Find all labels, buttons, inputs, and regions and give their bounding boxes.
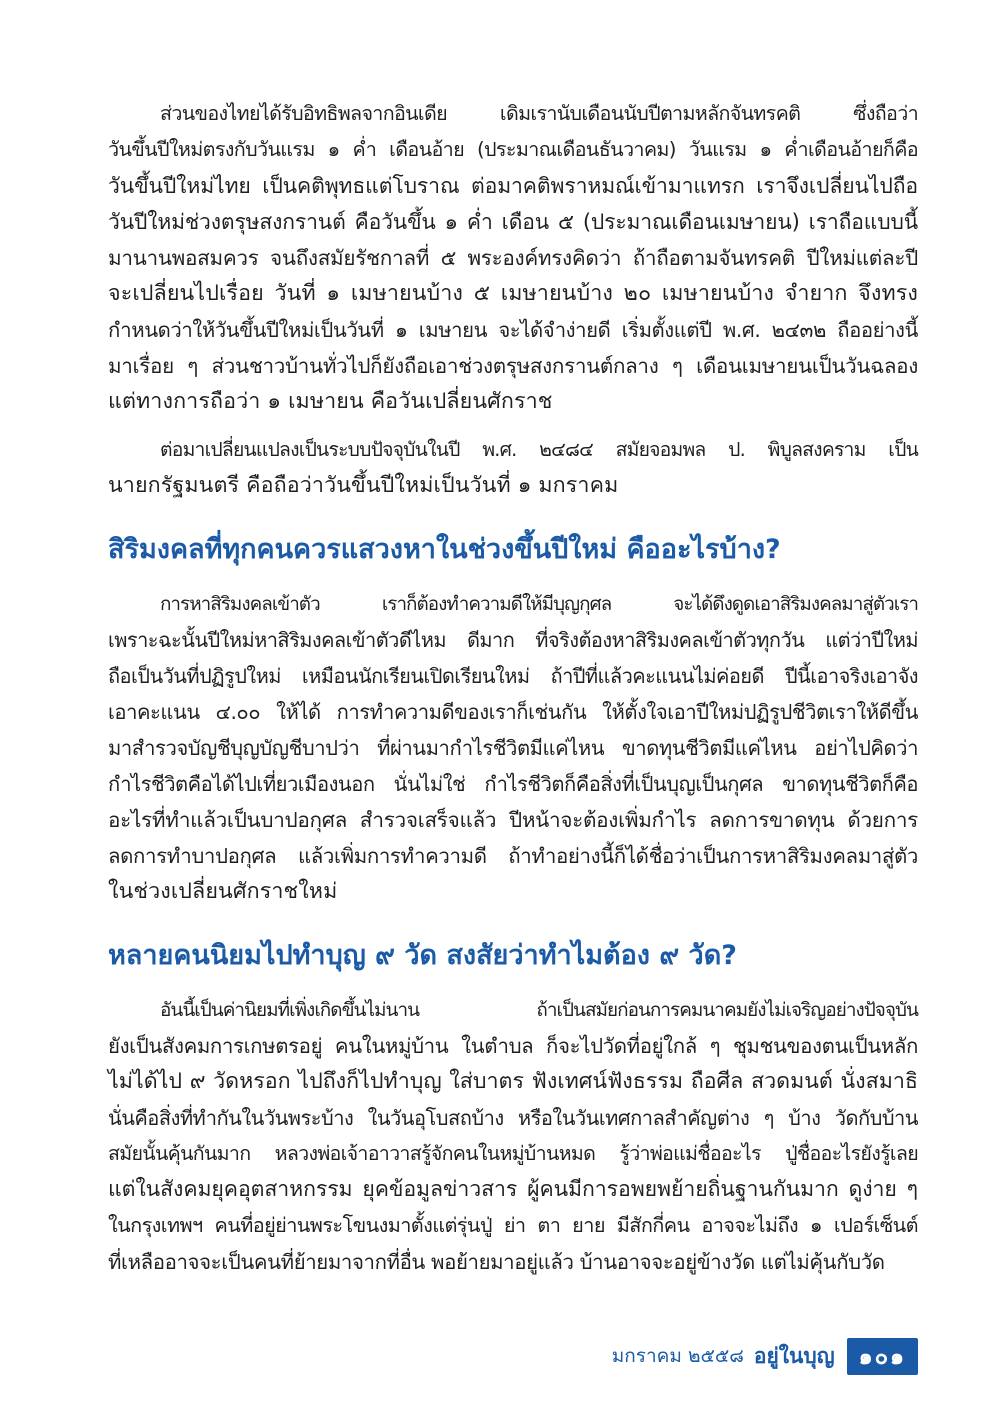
text-line: เอาคะแนน ๔.๐๐ ให้ได้ การทำความดีของเราก็เช่นกัน ให้ตั้งใจเอาปีใหม่ปฏิรูปชีวิตเราให้ดีขึ้น [108, 700, 918, 724]
text-line: ในช่วงเปลี่ยนศักราชใหม่ [108, 879, 338, 904]
text-line: มานานพอสมควร จนถึงสมัยรัชกาลที่ ๕ พระองค์ทรงคิดว่า ถ้าถือตามจันทรคติ ปีใหม่แต่ละปี [108, 246, 918, 270]
paragraph [108, 586, 918, 910]
paragraph [108, 432, 918, 504]
text-line: นายกรัฐมนตรี คือถือว่าวันขึ้นปีใหม่เป็นวันที่ ๑ มกราคม [108, 473, 619, 498]
section-bottom [108, 992, 918, 1280]
text-line: จะเปลี่ยนไปเรื่อย วันที่ ๑ เมษายนบ้าง ๕ เมษายนบ้าง ๒๐ เมษายนบ้าง จำยาก จึงทรง [108, 281, 918, 306]
text-line: เพราะฉะนั้นปีใหม่หาสิริมงคลเข้าตัวดีไหม ดีมาก ที่จริงต้องหาสิริมงคลเข้าตัวทุกวัน แต่ว่าปีใหม่ [108, 628, 918, 652]
text-line: กำหนดว่าให้วันขึ้นปีใหม่เป็นวันที่ ๑ เมษายน จะได้จำง่ายดี เริ่มตั้งแต่ปี พ.ศ. ๒๔๓๒ ถืออย่างนี้ [108, 318, 918, 342]
text-line: วันปีใหม่ช่วงตรุษสงกรานต์ คือวันขึ้น ๑ ค่ำ เดือน ๕ (ประมาณเดือนเมษายน) เราถือแบบนี้ [108, 209, 918, 234]
paragraph [108, 96, 918, 420]
text-line: ต่อมาเปลี่ยนแปลงเป็นระบบปัจจุบันในปี พ.ศ. ๒๔๘๔ สมัยจอมพล ป. พิบูลสงคราม เป็น [160, 438, 918, 461]
section-heading-1: สิริมงคลที่ทุกคนควรแสวงหาในช่วงขึ้นปีใหม่ คืออะไรบ้าง? [108, 534, 781, 565]
text-line: วันขึ้นปีใหม่ไทย เป็นคติพุทธแต่โบราณ ต่อมาคติพราหมณ์เข้ามาแทรก เราจึงเปลี่ยนไปถือ [108, 173, 918, 198]
text-line: ลดการทำบาปอกุศล แล้วเพิ่มการทำความดี ถ้าทำอย่างนี้ก็ได้ชื่อว่าเป็นการหาสิริมงคลมาสู่ตัว [108, 844, 918, 868]
text-line: ส่วนของไทยได้รับอิทธิพลจากอินเดีย เดิมเรานับเดือนนับปีตามหลักจันทรคติ ซึ่งถือว่า [160, 102, 918, 125]
text-line: วันขึ้นปีใหม่ตรงกับวันแรม ๑ ค่ำ เดือนอ้าย (ประมาณเดือนธันวาคม) วันแรม ๑ ค่ำเดือนอ้ายก็คือ [108, 138, 918, 161]
section-top [108, 96, 918, 504]
issue-date: มกราคม ๒๕๕๘ [611, 1345, 744, 1367]
text-line: ในกรุงเทพฯ คนที่อยู่ย่านพระโขนงมาตั้งแต่รุ่นปู่ ย่า ตา ยาย มีสักกี่คน อาจจะไม่ถึง ๑ เปอร์เซ็นต์ [108, 1214, 918, 1237]
text-line: ถือเป็นวันที่ปฏิรูปใหม่ เหมือนนักเรียนเปิดเรียนใหม่ ถ้าปีที่แล้วคะแนนไม่ค่อยดี ปีนี้เอาจริงเอาจัง [108, 664, 918, 688]
page-footer [612, 1340, 918, 1372]
paragraph [108, 992, 918, 1280]
page-number: ๑๐๑ [847, 1338, 918, 1375]
text-line: มาสำรวจบัญชีบุญบัญชีบาปว่า ที่ผ่านมากำไรชีวิตมีแค่ไหน ขาดทุนชีวิตมีแค่ไหน อย่าไปคิดว่า [108, 736, 918, 760]
text-line: อันนี้เป็นค่านิยมที่เพิ่งเกิดขึ้นไม่นาน ถ้าเป็นสมัยก่อนการคมนาคมยังไม่เจริญอย่างปัจจุบัน [160, 999, 918, 1021]
magazine-title: อยู่ในบุญ [753, 1343, 835, 1368]
text-line: ที่เหลืออาจจะเป็นคนที่ย้ายมาจากที่อื่น พอย้ายมาอยู่แล้ว บ้านอาจจะอยู่ข้างวัด แต่ไม่คุ้นกับวัด [108, 1250, 885, 1274]
text-line: นั่นคือสิ่งที่ทำกันในวันพระบ้าง ในวันอุโบสถบ้าง หรือในวันเทศกาลสำคัญต่าง ๆ บ้าง วัดกับบ้าน [108, 1106, 918, 1130]
text-line: ยังเป็นสังคมการเกษตรอยู่ คนในหมู่บ้าน ในตำบล ก็จะไปวัดที่อยู่ใกล้ ๆ ชุมชนของตนเป็นหลัก [108, 1034, 918, 1058]
section-mid [108, 586, 918, 910]
article-body [108, 96, 918, 1292]
section-heading-2: หลายคนนิยมไปทำบุญ ๙ วัด สงสัยว่าทำไมต้อง ๙ วัด? [108, 940, 737, 971]
text-line: กำไรชีวิตคือได้ไปเที่ยวเมืองนอก นั่นไม่ใช่ กำไรชีวิตก็คือสิ่งที่เป็นบุญเป็นกุศล ขาดทุนชีวิตก็คือ [108, 772, 918, 796]
text-line: การหาสิริมงคลเข้าตัว เราก็ต้องทำความดีให้มีบุญกุศล จะได้ดึงดูดเอาสิริมงคลมาสู่ตัวเรา [160, 593, 918, 615]
text-line: มาเรื่อย ๆ ส่วนชาวบ้านทั่วไปก็ยังถือเอาช่วงตรุษสงกรานต์กลาง ๆ เดือนเมษายนเป็นวันฉลอง [108, 354, 918, 378]
text-line: แต่ในสังคมยุคอุตสาหกรรม ยุคข้อมูลข่าวสาร ผู้คนมีการอพยพย้ายถิ่นฐานกันมาก ดูง่าย ๆ [108, 1177, 918, 1202]
text-line: สมัยนั้นคุ้นกันมาก หลวงพ่อเจ้าอาวาสรู้จักคนในหมู่บ้านหมด รู้ว่าพ่อแม่ชื่ออะไร ปู่ชื่ออะไรยังรู้เลย [108, 1142, 918, 1165]
text-line: ไม่ได้ไป ๙ วัดหรอก ไปถึงก็ไปทำบุญ ใส่บาตร ฟังเทศน์ฟังธรรม ถือศีล สวดมนต์ นั่งสมาธิ [108, 1069, 918, 1094]
text-line: อะไรที่ทำแล้วเป็นบาปอกุศล สำรวจเสร็จแล้ว ปีหน้าจะต้องเพิ่มกำไร ลดการขาดทุน ด้วยการ [108, 808, 918, 832]
text-line: แต่ทางการถือว่า ๑ เมษายน คือวันเปลี่ยนศักราช [108, 389, 553, 414]
